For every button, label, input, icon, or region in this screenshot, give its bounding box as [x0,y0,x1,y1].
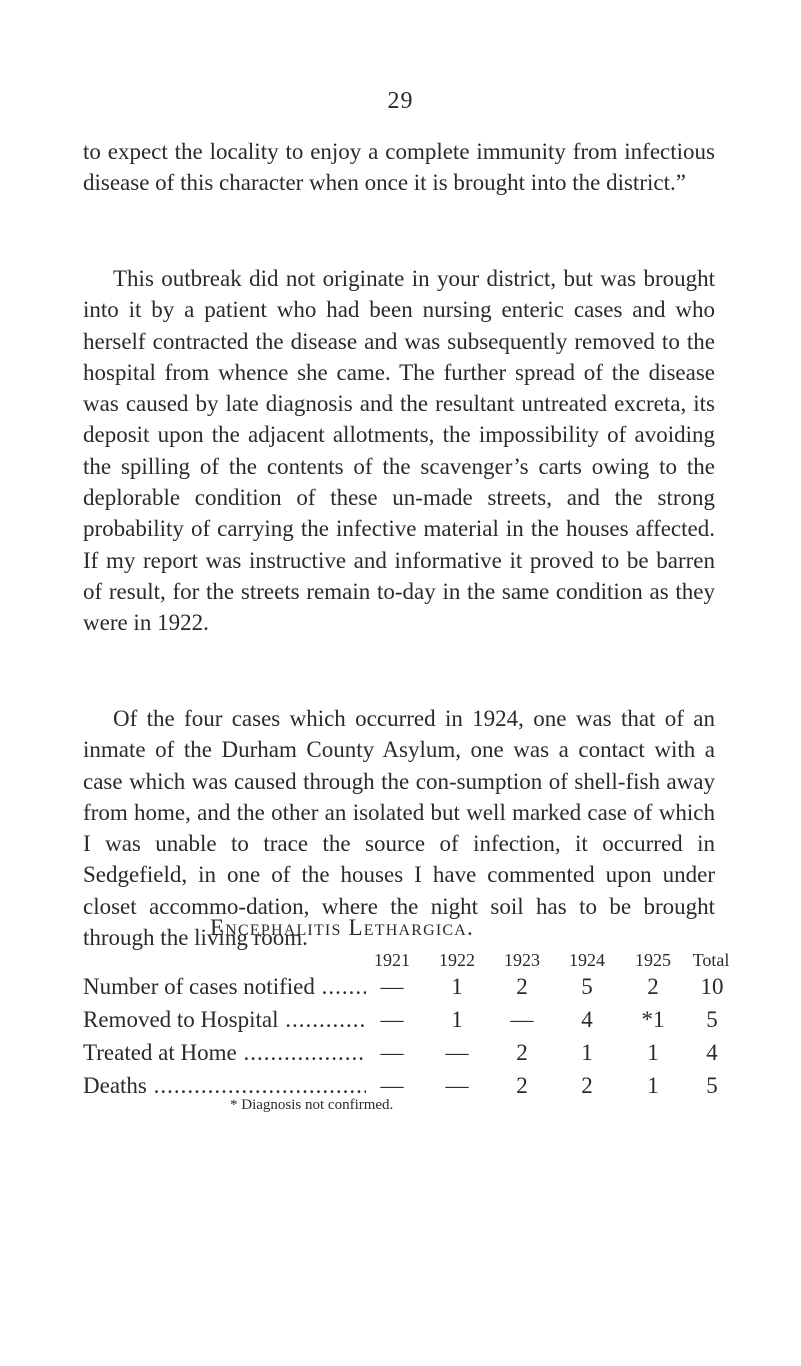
column-header-1921: 1921 [374,950,410,970]
table-cell: 1 [647,1073,659,1098]
table-cell: 4 [581,1007,593,1032]
table-cell: — [380,1040,404,1065]
table-row [83,1040,723,1073]
table-cell: 2 [581,1073,593,1098]
table-cell: *1 [641,1007,665,1032]
paragraph-text: to expect the locality to enjoy a complete immunity from infectious disease of this character when once it is brought into the district.” [83,139,715,196]
table-cell: 1 [451,1007,463,1032]
table-cell-total: 5 [706,1007,718,1032]
row-label: Removed to Hospital ..... [83,1007,366,1033]
column-header-1924: 1924 [569,950,605,970]
table-cell: — [380,974,404,999]
table-cell: — [510,1007,534,1032]
table-cell-total: 10 [700,974,724,999]
row-label: Number of cases notified ..... [83,974,366,1000]
table-header-row [83,950,730,974]
column-header-1922: 1922 [439,950,475,970]
table-cell: 2 [516,974,528,999]
table-cell: 2 [516,1073,528,1098]
column-header-1923: 1923 [504,950,540,970]
table-row [83,974,723,1007]
table-cell: — [445,1073,469,1098]
table-cell: 2 [516,1040,528,1065]
table-cell: 1 [581,1040,593,1065]
page-number: 29 [387,88,414,114]
table-row [83,1073,723,1106]
table-cell: 2 [647,974,659,999]
column-header-1925: 1925 [635,950,671,970]
table-cell: — [380,1073,404,1098]
table-title: Encephalitis Lethargica. [210,915,474,940]
table-cell: 1 [647,1040,659,1065]
encephalitis-table [83,950,730,1106]
table-cell-total: 5 [706,1073,718,1098]
table-cell: 1 [451,974,463,999]
paragraph-1 [83,136,715,199]
paragraph-2 [83,263,715,639]
row-label: Treated at Home ..... [83,1040,366,1066]
table-row [83,1007,723,1040]
table-cell: 5 [581,974,593,999]
paragraph-text: Of the four cases which occurred in 1924, one was that of an inmate of the Durham County Asylum, one was a contact with a case which was caused through the con-sumption of shell-fish away from home, and the other an isolated but well marked case of which I was unable to trace the source of infection, it occurred in Sedgefield, in one of the houses I have commented upon under closet accommo-dation, where the night soil has to be brought through the living room. [83,706,715,951]
table-footnote: * Diagnosis not confirmed. [230,1097,394,1113]
table-cell: — [445,1040,469,1065]
table-cell: — [380,1007,404,1032]
column-header-total: Total [692,950,730,970]
paragraph-text: This outbreak did not originate in your district, but was brought into it by a patient who had been nursing enteric cases and who herself contracted the disease and was subsequently removed to the hospital from whence she came. The further spread of the disease was caused by late diagnosis and the resultant untreated excreta, its deposit upon the adjacent allotments, the impossibility of avoiding the spilling of the contents of the scavenger’s carts owing to the deplorable condition of these un-made streets, and the strong probability of carrying the infective material in the houses affected. If my report was instructive and informative it proved to be barren of result, for the streets remain to-day in the same condition as they were in 1922. [83,266,715,636]
table-cell-total: 4 [706,1040,718,1065]
row-label: Deaths ..... [83,1073,366,1099]
